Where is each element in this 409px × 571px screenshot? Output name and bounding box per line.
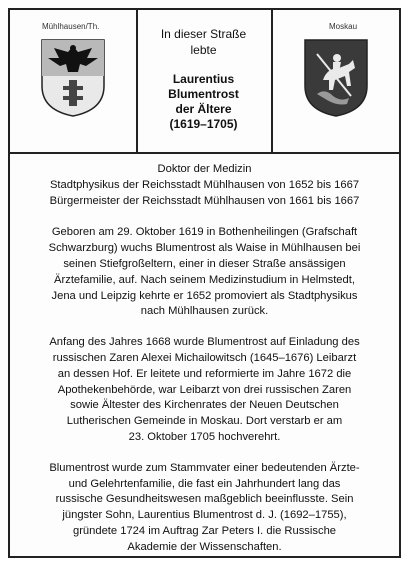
body-line: Blumentrost wurde zum Stammvater einer bedeutenden Ärzte- (49, 461, 360, 474)
body-line: nach Mühlhausen zurück. (140, 305, 269, 318)
early-life-paragraph (18, 225, 391, 320)
body-line: Akademie der Wissenschaften. (127, 540, 282, 553)
body-line: Lutherischen Gemeinde in Moskau. Dort verstarb er am (66, 415, 343, 428)
person-life-dates: (1619–1705) (169, 117, 238, 131)
body-line: 23. Oktober 1705 hochverehrt. (128, 430, 281, 443)
body-line: Doktor der Medizin (157, 163, 252, 175)
body-line: seinen Stiefgroßeltern, einer in dieser Straße ansässigen (63, 257, 346, 270)
body-line: Ärztefamilie, auf. Nach seinem Medizinstudium in Helmstedt, (54, 273, 355, 286)
body-line: russische Gesundheitswesen maßgeblich beeinflusste. Sein (55, 493, 354, 506)
body-line: und Gelehrtenfamilie, die fast ein Jahrhundert lang das (68, 477, 341, 490)
body-line: Jena und Leipzig kehrte er 1652 promoviert als Stadtphysikus (51, 289, 358, 302)
street-caption-line-1: In dieser Straße (160, 27, 247, 41)
moscow-coat-of-arms-panel (273, 10, 399, 152)
body-line: sowie Ältester des Kirchenrates der Neuen Deutschen (70, 399, 339, 412)
street-caption (138, 26, 269, 58)
street-caption-line-2: lebte (190, 43, 217, 57)
muehlhausen-coat-of-arms-panel (10, 10, 138, 152)
moscow-city-label: Moskau (329, 22, 358, 31)
muehlhausen-eagle-crest-icon (40, 38, 106, 118)
body-line: gründete 1724 im Auftrag Zar Peters I. die Russische (72, 524, 337, 537)
body-line: jüngster Sohn, Laurentius Blumentrost d. J. (1692–1755), (62, 509, 347, 522)
title-panel (138, 10, 273, 152)
person-name-line-2: Blumentrost (168, 87, 239, 101)
moscow-career-paragraph (18, 335, 391, 446)
body-line: russischen Zaren Alexei Michailowitsch (1645–1676) Leibarzt (52, 351, 357, 364)
title-paragraph (18, 162, 391, 209)
body-line: Apothekenbehörde, war Leibarzt von drei russischen Zaren (57, 383, 352, 396)
person-name-line-1: Laurentius (172, 72, 235, 86)
muehlhausen-city-label: Mühlhausen/Th. (42, 22, 100, 31)
body-line: Stadtphysikus der Reichsstadt Mühlhausen von 1652 bis 1667 (49, 178, 360, 191)
plaque-body (18, 162, 391, 571)
person-name (138, 72, 269, 132)
person-name-line-3: der Ältere (175, 102, 232, 116)
body-line: Geboren am 29. Oktober 1619 in Bothenheilingen (Grafschaft (51, 226, 358, 239)
plaque-header (10, 10, 399, 154)
body-line: Schwarzburg) wuchs Blumentrost als Waise in Mühlhausen bei (48, 242, 361, 255)
legacy-paragraph (18, 461, 391, 556)
body-line: an dessen Hof. Er leitete und reformierte im Jahre 1672 die (57, 367, 352, 380)
moscow-st-george-crest-icon (303, 38, 369, 118)
body-line: Bürgermeister der Reichsstadt Mühlhausen von 1661 bis 1667 (49, 194, 360, 207)
memorial-plaque (8, 8, 401, 558)
body-line: Anfang des Jahres 1668 wurde Blumentrost auf Einladung des (49, 336, 360, 349)
